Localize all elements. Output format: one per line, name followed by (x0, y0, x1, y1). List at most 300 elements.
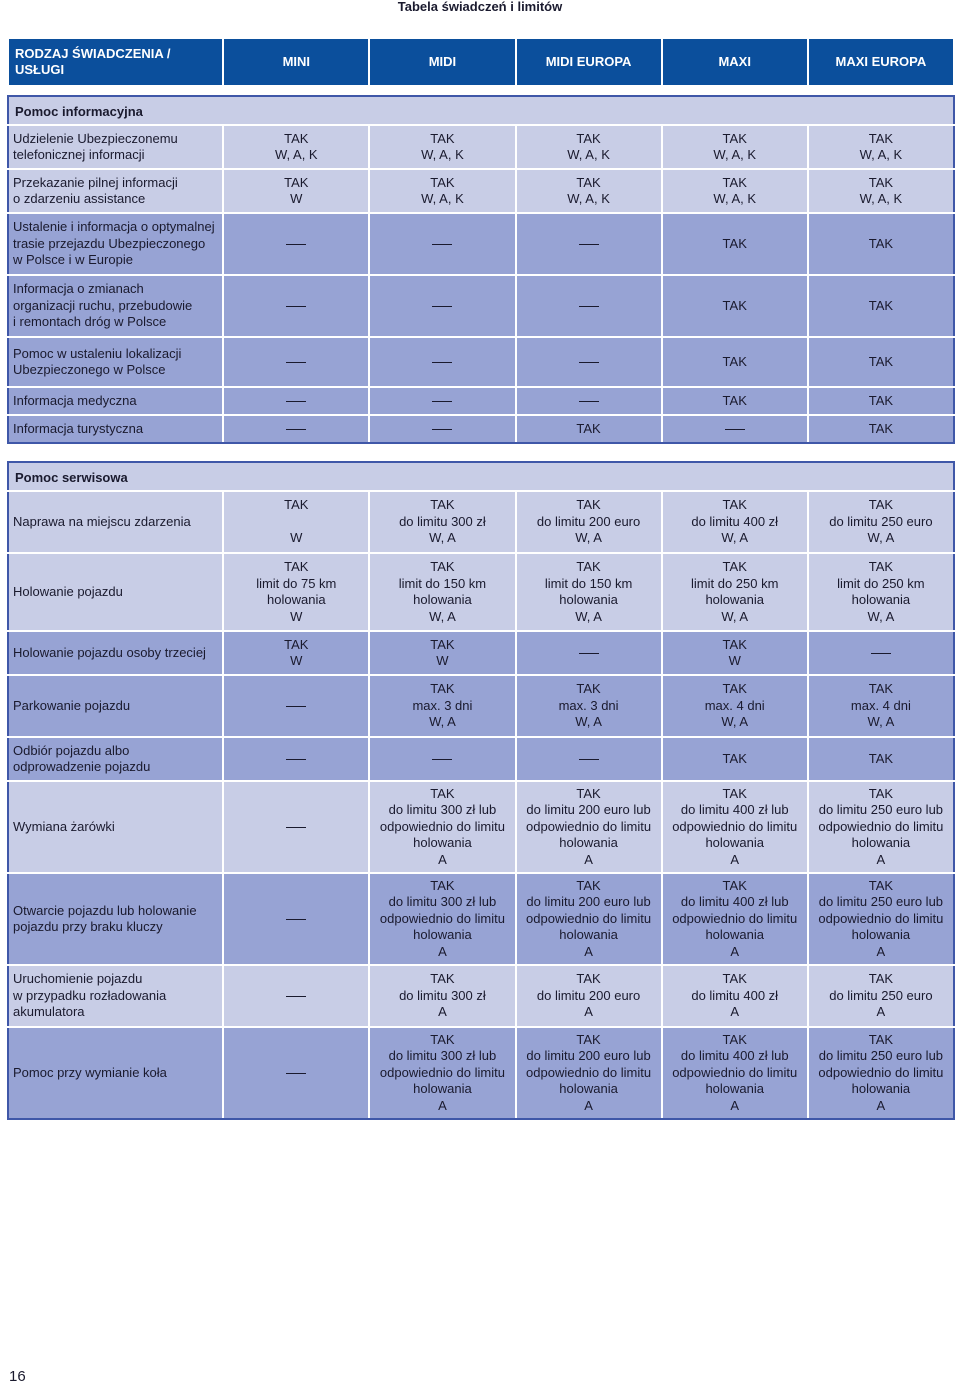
value-line: A (438, 1097, 447, 1113)
value-line: W, A (575, 608, 602, 624)
row-label (8, 491, 223, 553)
value-line: TAK (868, 392, 894, 408)
value-line: odpowiednio do limitu (379, 910, 505, 926)
not-available-dash (579, 653, 599, 654)
value-line: limit do 250 km (837, 575, 925, 591)
section-header (8, 96, 954, 125)
row-label-line: w Polsce i w Europie (13, 252, 133, 268)
value-cell (516, 737, 662, 781)
value-cell (808, 781, 954, 873)
value-cell (516, 491, 662, 553)
value-line: TAK (722, 681, 747, 697)
value-cell (223, 631, 369, 675)
value-line: TAK (430, 130, 455, 146)
value-line: max. 4 dni (850, 697, 911, 713)
value-line: TAK (868, 971, 894, 987)
value-line: A (438, 851, 447, 867)
value-cell (369, 737, 515, 781)
not-available-dash (432, 401, 452, 402)
value-line: odpowiednio do limitu (526, 818, 652, 834)
value-cell (223, 873, 369, 965)
row-label (8, 631, 223, 675)
row-label-line: o zdarzeniu assistance (13, 191, 146, 206)
value-line: TAK (430, 559, 455, 574)
value-cell (808, 737, 954, 781)
value-cell (369, 275, 515, 337)
value-cell (223, 415, 369, 443)
value-line: TAK (868, 130, 894, 146)
value-cell (662, 1027, 808, 1119)
value-line: holowania (851, 835, 911, 851)
value-line: TAK (430, 174, 455, 190)
row-label-line: Odbiór pojazdu albo (13, 742, 130, 758)
value-line: TAK (576, 559, 601, 574)
value-line: holowania (267, 592, 326, 607)
value-line: do limitu 250 euro lub (818, 1048, 944, 1064)
value-line: odpowiednio do limitu (672, 910, 798, 926)
value-cell (516, 125, 662, 169)
value-line: holowania (559, 927, 618, 943)
row-label-line: Wymiana żarówki (13, 818, 115, 834)
value-cell (223, 491, 369, 553)
value-line: TAK (576, 1031, 601, 1047)
row-label-line: pojazdu przy braku kluczy (13, 919, 163, 934)
value-cell (369, 873, 515, 965)
value-line: TAK (576, 174, 601, 190)
row-label (8, 873, 223, 965)
value-cell (369, 675, 515, 737)
row-label-line: odprowadzenie pojazdu (13, 759, 151, 774)
value-line: do limitu 200 euro (536, 987, 641, 1003)
value-line: TAK (284, 636, 309, 652)
value-line: W, A (575, 714, 602, 730)
value-line: TAK (868, 681, 894, 697)
value-line: W, A (721, 608, 749, 624)
value-line: odpowiednio do limitu (818, 910, 944, 926)
value-cell (808, 337, 954, 387)
value-cell (516, 965, 662, 1027)
value-line: TAK (430, 1031, 455, 1047)
not-available-dash (286, 996, 306, 997)
value-line: limit do 75 km (256, 575, 337, 591)
table-row (8, 387, 954, 415)
value-line: do limitu 200 euro lub (526, 1048, 651, 1064)
not-available-dash (286, 759, 306, 760)
row-label-line: Przekazanie pilnej informacji (13, 174, 178, 190)
value-line: do limitu 300 zł lub (388, 894, 497, 910)
row-label-line: telefonicznej informacji (13, 147, 145, 162)
not-available-dash (579, 759, 599, 760)
table-row (8, 275, 954, 337)
value-cell (808, 675, 954, 737)
not-available-dash (432, 759, 452, 760)
row-label (8, 337, 223, 387)
not-available-dash (579, 306, 599, 307)
row-label (8, 781, 223, 873)
value-line: TAK (722, 1031, 747, 1047)
value-line: TAK (576, 681, 601, 697)
table-row (8, 169, 954, 213)
value-line: holowania (705, 927, 764, 943)
value-cell (662, 415, 808, 443)
value-line: holowania (559, 1081, 618, 1097)
value-line: A (438, 1004, 447, 1020)
value-line: odpowiednio do limitu (379, 1064, 505, 1080)
row-label-line: organizacji ruchu, przebudowie (13, 297, 193, 313)
not-available-dash (286, 919, 306, 920)
value-line: TAK (722, 392, 747, 408)
column-header-maxi-europa: MAXI EUROPA (808, 38, 954, 86)
value-line: TAK (430, 971, 455, 987)
value-cell (369, 1027, 515, 1119)
value-cell (662, 553, 808, 631)
value-line: holowania (705, 1081, 764, 1097)
value-line: TAK (284, 497, 309, 513)
value-line: max. 3 dni (412, 697, 473, 713)
value-line: W, A (575, 530, 602, 546)
value-line: TAK (576, 130, 601, 146)
value-line: A (584, 1004, 593, 1020)
value-cell (369, 415, 515, 443)
value-cell (223, 213, 369, 275)
value-cell (223, 387, 369, 415)
row-label (8, 737, 223, 781)
value-line: TAK (722, 636, 747, 652)
value-line: TAK (868, 1031, 894, 1047)
value-line: TAK (576, 497, 601, 513)
value-line: TAK (722, 497, 747, 513)
value-cell (662, 873, 808, 965)
row-label-line: Holowanie pojazdu (13, 583, 123, 599)
value-cell (223, 675, 369, 737)
value-cell (516, 415, 662, 443)
value-line: A (584, 1097, 593, 1113)
value-cell (516, 213, 662, 275)
value-line: W, A (867, 608, 895, 624)
value-line: W, A, K (567, 191, 610, 206)
not-available-dash (432, 429, 452, 430)
value-line: do limitu 200 euro (536, 513, 641, 529)
value-cell (662, 675, 808, 737)
value-cell (369, 781, 515, 873)
value-line: TAK (576, 877, 601, 893)
value-line: TAK (722, 174, 747, 190)
value-line: W (290, 530, 303, 546)
value-cell (808, 873, 954, 965)
row-label (8, 1027, 223, 1119)
value-line: TAK (868, 497, 894, 513)
value-cell (223, 337, 369, 387)
value-line: TAK (868, 877, 894, 893)
value-cell (223, 553, 369, 631)
value-cell (662, 781, 808, 873)
row-label (8, 213, 223, 275)
not-available-dash (432, 306, 452, 307)
value-line: W (290, 191, 303, 206)
value-line: odpowiednio do limitu (379, 818, 505, 834)
value-cell (808, 169, 954, 213)
not-available-dash (286, 429, 306, 430)
value-line: W, A, K (274, 147, 318, 162)
value-line: do limitu 200 euro lub (526, 894, 651, 910)
table-row (8, 873, 954, 965)
value-cell (662, 965, 808, 1027)
value-line: A (876, 943, 886, 959)
not-available-dash (432, 244, 452, 245)
value-line: do limitu 400 zł (691, 513, 779, 529)
not-available-dash (432, 362, 452, 363)
row-label-line: i remontach dróg w Polsce (13, 314, 167, 330)
value-line: TAK (722, 297, 747, 313)
value-line: do limitu 400 zł lub (680, 1048, 789, 1064)
value-line: TAK (284, 559, 309, 574)
value-cell (516, 675, 662, 737)
value-line: TAK (284, 174, 309, 190)
value-cell (223, 737, 369, 781)
value-cell (223, 965, 369, 1027)
value-line: TAK (430, 497, 455, 513)
not-available-dash (286, 401, 306, 402)
value-line: W, A (429, 530, 456, 546)
value-line: holowania (559, 592, 618, 607)
row-label (8, 415, 223, 443)
row-label-line: Informacja medyczna (13, 392, 137, 408)
table-body (8, 86, 954, 1119)
value-cell (369, 169, 515, 213)
value-line: TAK (430, 636, 455, 652)
not-available-dash (286, 244, 306, 245)
section-title: Pomoc informacyjna (8, 96, 954, 125)
value-cell (516, 873, 662, 965)
row-label (8, 387, 223, 415)
value-line: do limitu 300 zł (399, 513, 486, 529)
column-header-mini: MINI (223, 38, 369, 86)
value-cell (516, 275, 662, 337)
value-line: max. 3 dni (558, 697, 619, 713)
value-line: limit do 250 km (691, 575, 779, 591)
value-line: A (584, 851, 593, 867)
value-line: W, A, K (421, 147, 464, 162)
value-cell (223, 275, 369, 337)
value-line: TAK (722, 235, 747, 251)
value-line: A (730, 851, 740, 867)
table-row (8, 125, 954, 169)
value-line: holowania (413, 1081, 472, 1097)
value-cell (369, 965, 515, 1027)
value-line: odpowiednio do limitu (672, 1064, 798, 1080)
value-line: do limitu 300 zł lub (388, 1048, 497, 1064)
row-label-line: akumulatora (13, 1004, 85, 1020)
row-label-line: Parkowanie pojazdu (13, 697, 131, 713)
value-line: odpowiednio do limitu (818, 818, 944, 834)
value-line: W, A (721, 714, 749, 730)
value-line: W, A, K (421, 191, 464, 206)
value-line: holowania (705, 592, 764, 607)
value-line: W (728, 653, 741, 668)
row-label-line: w przypadku rozładowania (13, 987, 167, 1003)
row-label-line: Pomoc w ustaleniu lokalizacji (13, 345, 182, 361)
value-cell (223, 169, 369, 213)
row-label (8, 553, 223, 631)
value-line: W, A (867, 530, 895, 546)
table-row (8, 1027, 954, 1119)
value-line: W, A (721, 530, 749, 546)
not-available-dash (579, 244, 599, 245)
value-cell (808, 387, 954, 415)
row-label-line: Ubezpieczonego w Polsce (13, 362, 166, 377)
not-available-dash (286, 362, 306, 363)
value-cell (808, 491, 954, 553)
value-line: holowania (413, 592, 472, 607)
row-label-line: Otwarcie pojazdu lub holowanie (13, 902, 197, 918)
value-line: do limitu 250 euro (829, 513, 933, 529)
table-row (8, 737, 954, 781)
row-label (8, 675, 223, 737)
value-cell (662, 337, 808, 387)
row-label-line: Informacja turystyczna (13, 420, 144, 436)
value-line: limit do 150 km (544, 575, 633, 591)
value-line: holowania (851, 1081, 911, 1097)
page-number: 16 (9, 1368, 26, 1385)
value-line: TAK (868, 750, 894, 766)
value-line: TAK (576, 785, 601, 801)
not-available-dash (286, 306, 306, 307)
value-cell (223, 125, 369, 169)
column-header-midi-europa: MIDI EUROPA (516, 38, 662, 86)
table-header-row (8, 38, 954, 86)
value-cell (369, 553, 515, 631)
value-line: W, A, K (567, 147, 610, 162)
value-line: W (290, 608, 303, 624)
value-line: holowania (559, 835, 618, 851)
value-line: W (290, 653, 303, 668)
row-label (8, 965, 223, 1027)
value-line: A (730, 1097, 740, 1113)
value-line: W, A, K (713, 147, 757, 162)
value-line: do limitu 200 euro lub (526, 802, 651, 818)
not-available-dash (286, 1073, 306, 1074)
value-cell (662, 737, 808, 781)
value-line: W, A (429, 608, 456, 624)
table-row (8, 553, 954, 631)
value-line: TAK (722, 750, 747, 766)
value-line: W, A, K (713, 191, 757, 206)
section-title: Pomoc serwisowa (8, 462, 954, 491)
value-line (228, 514, 364, 531)
value-line: TAK (576, 420, 601, 436)
value-line: TAK (430, 681, 455, 697)
row-label-line: Ustalenie i informacja o optymalnej (13, 219, 215, 235)
value-line: A (876, 1004, 886, 1020)
value-cell (808, 965, 954, 1027)
page-title: Tabela świadczeń i limitów (397, 0, 563, 14)
row-label (8, 125, 223, 169)
not-available-dash (579, 401, 599, 402)
benefits-table (7, 37, 955, 1120)
value-line: TAK (722, 785, 747, 801)
row-label-line: Udzielenie Ubezpieczonemu (13, 130, 178, 146)
value-cell (808, 275, 954, 337)
value-line: A (876, 851, 886, 867)
row-label-line: Pomoc przy wymianie koła (13, 1064, 167, 1080)
value-line: odpowiednio do limitu (818, 1064, 944, 1080)
value-cell (662, 213, 808, 275)
value-line: limit do 150 km (398, 575, 487, 591)
value-cell (808, 125, 954, 169)
value-cell (369, 125, 515, 169)
not-available-dash (286, 827, 306, 828)
value-line: odpowiednio do limitu (526, 1064, 652, 1080)
value-line: A (584, 943, 593, 959)
value-line: A (438, 943, 447, 959)
value-line: TAK (284, 130, 309, 146)
value-line: TAK (868, 353, 894, 369)
value-line: TAK (868, 559, 894, 574)
value-cell (662, 491, 808, 553)
row-label (8, 169, 223, 213)
value-line: TAK (576, 971, 601, 987)
value-line: do limitu 300 zł lub (388, 802, 497, 818)
value-cell (808, 213, 954, 275)
value-line: W, A (867, 714, 895, 730)
value-cell (223, 1027, 369, 1119)
table-row (8, 415, 954, 443)
value-line: TAK (868, 235, 894, 251)
value-line: holowania (851, 927, 911, 943)
value-cell (808, 1027, 954, 1119)
not-available-dash (725, 429, 745, 430)
column-header-midi: MIDI (369, 38, 515, 86)
value-cell (808, 631, 954, 675)
value-line: W, A, K (859, 191, 903, 206)
value-line: A (876, 1097, 886, 1113)
table-row (8, 675, 954, 737)
table-row (8, 213, 954, 275)
value-line: W (436, 653, 449, 668)
value-line: TAK (722, 130, 747, 146)
value-cell (369, 631, 515, 675)
value-line: TAK (868, 297, 894, 313)
table-row (8, 965, 954, 1027)
column-header-maxi: MAXI (662, 38, 808, 86)
value-cell (662, 125, 808, 169)
value-cell (516, 337, 662, 387)
table-row (8, 491, 954, 553)
value-line: TAK (868, 174, 894, 190)
row-label-line: Uruchomienie pojazdu (13, 971, 143, 987)
value-line: TAK (722, 971, 747, 987)
value-cell (369, 387, 515, 415)
value-line: do limitu 300 zł (399, 987, 486, 1003)
row-label-line: Informacja o zmianach (13, 281, 144, 297)
value-cell (808, 553, 954, 631)
table-row (8, 337, 954, 387)
value-cell (662, 275, 808, 337)
value-cell (369, 213, 515, 275)
value-cell (516, 387, 662, 415)
value-cell (662, 631, 808, 675)
column-header-service-type: RODZAJ ŚWIADCZENIA / USŁUGI (8, 38, 223, 86)
value-line: TAK (868, 785, 894, 801)
row-label-line: Holowanie pojazdu osoby trzeciej (13, 644, 206, 660)
value-line: odpowiednio do limitu (672, 818, 798, 834)
value-cell (662, 169, 808, 213)
value-cell (516, 553, 662, 631)
value-line: holowania (705, 835, 764, 851)
value-line: odpowiednio do limitu (526, 910, 652, 926)
value-cell (516, 781, 662, 873)
value-cell (516, 169, 662, 213)
